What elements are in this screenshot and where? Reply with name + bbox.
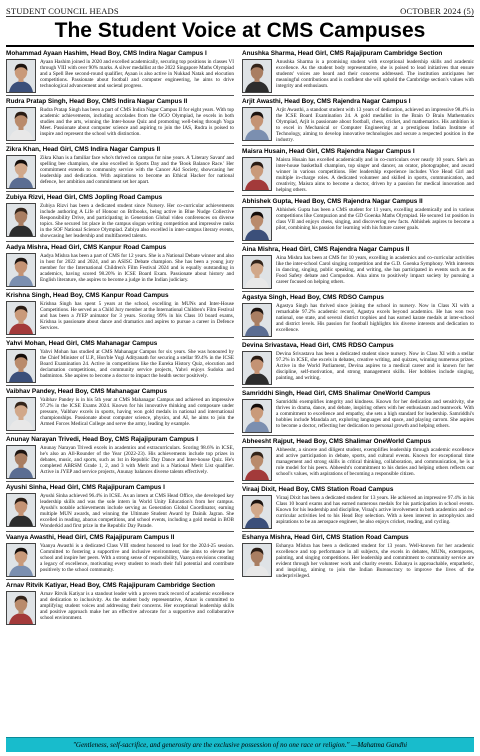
entry-divider bbox=[242, 243, 474, 244]
profile-name: Devina Srivastava, Head Girl, CMS RDSO Campus bbox=[242, 342, 394, 349]
profile-body bbox=[242, 207, 474, 241]
footer-quote: "Gentleness, self-sacrifice, and generosity are the exclusive possession of no one race or religion." —Mahatma Gandhi bbox=[72, 741, 408, 749]
profile-bio: Devina Srivastava has been a dedicated student since nursery. Now in Class XI with a stellar 97.2% in ICSE, she excels in debates, creative writing, and quizzes, winning numerous prizes. Active in the World Parliament, Devina aspires to a medical career and is known for her discipline, self-motivation, and strong management skills. Her hobbies include singing, painting, and writing. bbox=[276, 351, 474, 381]
profile-bio: Aina Mishra has been at CMS for 10 years, excelling in academics and co-curricular activities like the inter-school Carol singing competition and the G.D. Goenka Symphony. With interests in dancing, singing, public speaking, and writing, she has participated in events such as the Food Safety debate and Compudon. Aina aims to positively impact society by pursuing a career focused on helping others. bbox=[276, 255, 474, 285]
profile-body bbox=[242, 157, 474, 193]
profile-bio: Vaanya Awasthi is a dedicated Class VIII student honored to lead for the 2024-25 session. Committed to fostering a supportive and inclusive environment, she aims to elevate her school and inspire her peers. With a strong sense of responsibility, Vaanya envisions creating a legacy of excellence, motivating every student to reach their full potential and contribute positively to the school community. bbox=[40, 543, 234, 573]
profile-name: Anunay Narayan Trivedi, Head Boy, CMS Rajajipuram Campus I bbox=[6, 436, 199, 443]
profile-body bbox=[6, 445, 234, 479]
columns bbox=[6, 50, 474, 625]
profile-bio: Yahvi Mohan has studied at CMS Mahanagar Campus for six years. She was honoured by the Chief Minister of U.P., Hon'ble Yogi Adityanath for securing a stellar 99.4% in the ICSE Board Examination 24. Active in competitions like the Eureka History Quiz, elocution and declamation competitions, and community service projects, Yahvi enjoys Sudoku and badminton. She aspires to become a doctor to impact the health sector positively. bbox=[40, 349, 234, 379]
profile-name: Aina Mishra, Head Girl, CMS Rajendra Nagar Campus II bbox=[242, 246, 410, 253]
profile-name: Abheesht Rajput, Head Boy, CMS Shalimar OneWorld Campus bbox=[242, 438, 432, 445]
profile-name: Ayushi Sinha, Head Girl, CMS Rajajipuram Campus I bbox=[6, 484, 165, 491]
issue-label: OCTOBER 2024 (5) bbox=[400, 6, 474, 16]
profile-name: Krishna Singh, Head Boy, CMS Kanpur Road Campus bbox=[6, 292, 169, 299]
entry-divider bbox=[242, 95, 474, 96]
profile-bio: Zubiya Rizvi has been a dedicated student since Nursery. Her co-curricular achievements include authoring A Life of Honour on Bribooks, being active in Blue Nudge Collective Responsibility Drive, and participating in Generation Global video conferences on diverse topics. She secured 1st place in the campus slogan writing competition and impressive ranks in the SOF National Science Olympiad. Zubiya also excelled in inter-campus literary events, showcasing her leadership and multifaceted talents. bbox=[40, 203, 234, 239]
profile-body bbox=[6, 253, 234, 287]
profile-name: Zikra Khan, Head Girl, CMS Indira Nagar Campus II bbox=[6, 146, 161, 153]
profile-body bbox=[242, 255, 474, 289]
entry-divider bbox=[6, 337, 234, 338]
profile-name: Arjit Awasthi, Head Boy, CMS Rajendra Nagar Campus I bbox=[242, 98, 411, 105]
profile-body bbox=[242, 351, 474, 385]
profile-bio: Abheesht, a sincere and diligent student, exemplifies leadership through academic excellence and active participation in debate, sports, and cultural events. Known for exceptional time management and strong skills in critical thinking, collaboration, and communication, he is a role model for his peers. Abheesht's commitment to his duties and helping others reflects our school's values, with aspirations of becoming a responsible citizen. bbox=[276, 447, 474, 477]
profile-bio: Agastya Singh has thrived since joining the school in nursery. Now in Class XI with a remarkable 97.2% academic record, Agastya excels beyond academics. He has won two national, one state, and several district trophies and has earned karate medals at inter-school and district levels. His passion for football highlights his diverse interests and dedication to excellence. bbox=[276, 303, 474, 333]
student-photo bbox=[242, 59, 272, 93]
profile-body bbox=[6, 301, 234, 335]
profile-entry bbox=[6, 534, 234, 577]
profile-entry bbox=[6, 50, 234, 93]
student-photo bbox=[6, 107, 36, 141]
student-photo bbox=[242, 351, 272, 385]
profile-bio: Arjit Awasthi, a standout student with 13 years of dedication, achieved an impressive 98.4% in the ICSE Board Examination 24. A gold medallist in the Brain O Brain Mathematics Olympiad, Arjit is passionate about football, chess, cricket, and mathematics. His ambition is to excel in Mechanical or Computer Engineering at a prestigious Indian Institute of Technology, aiming to develop innovative technologies and secure a respected position in the industry. bbox=[276, 107, 474, 143]
profile-name: Rudra Pratap Singh, Head Boy, CMS Indira Nagar Campus II bbox=[6, 98, 188, 105]
profile-bio: Maisra Husain has excelled academically and in co-curriculars over nearly 10 years. She's an inter-house basketball champion, top singer and dancer, an orator, photographer, and award winner in various competitions. Her leadership experience includes Vice Head Girl and multiple in-charge roles. A dedicated volunteer and skilled in sports, communication, and creativity, Maisra aims to become a doctor, driven by a passion for medical innovation and helping others. bbox=[276, 157, 474, 193]
profile-body bbox=[242, 495, 474, 529]
profile-entry bbox=[242, 98, 474, 143]
entry-divider bbox=[242, 195, 474, 196]
profile-name: Viraaj Dixit, Head Boy, CMS Station Road Campus bbox=[242, 486, 394, 493]
student-photo bbox=[6, 301, 36, 335]
profile-entry bbox=[6, 484, 234, 529]
student-photo bbox=[242, 447, 272, 481]
profile-name: Maisra Husain, Head Girl, CMS Rajendra Nagar Campus I bbox=[242, 148, 415, 155]
profile-bio: Ayaan Hashim joined in 2020 and excelled academically, securing top positions in classes VI through VIII with over 90% marks. A silver medallist at the 2022 Singapore Maths Olympiad and a Spell Bee second-round qualifier, Ayaan is also active in Nukkad Natak and elocution competitions. Passionate about football and computer engineering, he aims to drive technological advancement and societal progress. bbox=[40, 59, 234, 89]
profile-name: Anushka Sharma, Head Girl, CMS Rajajipuram Cambridge Section bbox=[242, 50, 443, 57]
profile-entry bbox=[6, 244, 234, 287]
profile-body bbox=[242, 543, 474, 579]
profile-bio: Rudra Pratap Singh has been a part of CMS Indira Nagar Campus II for eight years. With top academic achievements, including accolades from the OGO Olympiad, he excels in both studies and the arts, winning the Inter-house Quiz and promoting well-being through Yoga Meet. Passionate about computer science and aspiring to join the IAS, Rudra is poised to inspire and represent the school with distinction. bbox=[40, 107, 234, 137]
profile-bio: Anunay Narayan Trivedi excels in academics and extracurriculars. Scoring 98.6% in ICSE, he's also an All-Rounder of the Year (2022-23). His achievements include top prizes in debates, music, and sports, such as 1st in Republic Day Dance and Inter-house Quiz. He's completed ABRSM Grade 1, 2, and 3 with Merit and is a National Merit List qualifier. Active in JYEP and service projects, Anunay balances diverse talents effectively. bbox=[40, 445, 234, 475]
profile-entry bbox=[242, 148, 474, 193]
profile-bio: Aadya Mishra has been a part of CMS for 12 years. She is a National Debate winner and also in host for 2022 and 2024, and an ASISC Debate champion. She has been a young jury member for the International Children's Film Festival 2024 and is equally outstanding in academics, having scored 98.20% in ICSE Board Exam. Passionate about history and English literature, she aspires to become a judge in the Indian judiciary. bbox=[40, 253, 234, 283]
profile-name: Arnav Ritvik Katiyar, Head Boy, CMS Rajajipuram Cambridge Section bbox=[6, 582, 216, 589]
profile-entry bbox=[242, 342, 474, 385]
student-photo bbox=[6, 59, 36, 93]
student-photo bbox=[6, 445, 36, 479]
top-bar bbox=[6, 0, 474, 17]
profile-body bbox=[6, 59, 234, 93]
student-photo bbox=[242, 495, 272, 529]
profile-bio: Samriddhi exemplifies integrity and kindness. Known for her dedication and sensitivity, she thrives in drama, dance, and debate, inspiring others with her enthusiasm and teamwork. With a commitment to excellence and empathy, she sets a high standard for leadership. Samriddhi's hobbies include Mandala art, exploring languages and space, and playing carrom. She aspires to become a doctor, reflecting her dedication to personal growth and helping others. bbox=[276, 399, 474, 429]
left-column bbox=[6, 50, 234, 625]
entry-divider bbox=[6, 481, 234, 482]
profile-bio: Anushka Sharma is a promising student with exceptional leadership skills and academic excellence. As the student body representative, she is poised to lead initiatives that ensure students' voices are heard and their concerns addressed. The institution anticipates her meaningful contributions and is confident she will uphold the Cambridge section's values with integrity and enthusiasm. bbox=[276, 59, 474, 89]
student-photo bbox=[6, 155, 36, 189]
newsletter-title: STUDENT COUNCIL HEADS bbox=[6, 6, 119, 16]
entry-divider bbox=[6, 95, 234, 96]
profile-name: Aadya Mishra, Head Girl, CMS Kanpur Road Campus bbox=[6, 244, 167, 251]
profile-name: Agastya Singh, Head Boy, CMS RDSO Campus bbox=[242, 294, 384, 301]
student-photo bbox=[6, 591, 36, 625]
profile-entry bbox=[6, 98, 234, 141]
entry-divider bbox=[6, 143, 234, 144]
profile-bio: Ayushi Sinha achieved 96.4% in ICSE. As an intern at CMS Head Office, she developed key leadership skills and was the sole intern in World Unity Education's from her campus. Ayushi's notable achievements include serving as Generation Global Coordinator, earning multiple MUN awards, and winning the Ultimate Student Award by Dainik Jagran. She excelled in reading, abacus competitions, and school events, including a gold medal in BOB Wonderkid and first prize in the Republic Day Parade. bbox=[40, 493, 234, 529]
profile-name: Abhishek Gupta, Head Boy, CMS Rajendra Nagar Campus II bbox=[242, 198, 423, 205]
profile-body bbox=[242, 107, 474, 143]
profile-name: Vaanya Awasthi, Head Girl, CMS Rajajipuram Campus II bbox=[6, 534, 175, 541]
entry-divider bbox=[242, 531, 474, 532]
quote-footer bbox=[6, 737, 474, 752]
profile-entry bbox=[242, 390, 474, 433]
student-photo bbox=[242, 207, 272, 241]
profile-bio: Zikra Khan is a familiar face who's thrived on campus for nine years. A 'Literary Savant' and spelling bee champion, she also excelled in Sports Day and the 'Book Balance Race.' Her commitment extends to community service with the Cancer Aid Society, showcasing her leadership and dedication. With aspirations to become an Ethical Hacker for national defence, her ambition and commitment set her apart. bbox=[40, 155, 234, 185]
profile-entry bbox=[242, 246, 474, 289]
profile-entry bbox=[6, 194, 234, 239]
profile-bio: Vaibhav Pandey is in his 5th year at CMS Mahanagar Campus and achieved an impressive 97.2% in the ICSE Exams 2024. Known for his innovative thinking and composure under pressure, Vaibhav excels in sports, having won gold medals in national and international championships. Passionate about computer science, physics, and AI, he aims to join the Armed Forces Medical College and serve the army, leading by example. bbox=[40, 397, 234, 427]
profile-name: Samriddhi Singh, Head Girl, CMS Shalimar OneWorld Campus bbox=[242, 390, 431, 397]
entry-divider bbox=[6, 241, 234, 242]
profile-name: Mohammad Ayaan Hashim, Head Boy, CMS Indira Nagar Campus I bbox=[6, 50, 207, 57]
student-photo bbox=[242, 303, 272, 337]
entry-divider bbox=[242, 145, 474, 146]
entry-divider bbox=[6, 433, 234, 434]
profile-bio: Eshanya Mishra has been a dedicated student for 13 years. Well-known for her academic excellence and top performance in all subjects, she excels in debates, MUNs, extempores, painting, and singing competitions. Her leadership and commitment to community service are evident through her volunteer work and charity events. Eshanya is approachable, empathetic, and inspiring, aiming to join the Indian Bureaucracy to improve the lives of the underprivileged. bbox=[276, 543, 474, 579]
profile-body bbox=[6, 397, 234, 431]
student-photo bbox=[6, 253, 36, 287]
profile-bio: Arnav Ritvik Katiyar is a standout leader with a proven track record of academic excellence and dedication to inclusivity. As the student body representative, Arnav is committed to amplifying student voices and addressing their concerns. Her exceptional leadership skills and positive approach make her an effective advocate for a supportive and collaborative school environment. bbox=[40, 591, 234, 621]
profile-name: Eshanya Mishra, Head Girl, CMS Station Road Campus bbox=[242, 534, 409, 541]
profile-body bbox=[6, 349, 234, 383]
profile-body bbox=[242, 303, 474, 337]
profile-body bbox=[242, 59, 474, 93]
profile-name: Vaibhav Pandey, Head Boy, CMS Mahanagar Campus bbox=[6, 388, 167, 395]
student-photo bbox=[242, 157, 272, 191]
student-photo bbox=[6, 349, 36, 383]
student-photo bbox=[242, 107, 272, 141]
profile-body bbox=[6, 543, 234, 577]
profile-body bbox=[6, 155, 234, 189]
student-photo bbox=[242, 543, 272, 577]
entry-divider bbox=[242, 291, 474, 292]
entry-divider bbox=[6, 579, 234, 580]
entry-divider bbox=[242, 483, 474, 484]
student-photo bbox=[6, 493, 36, 527]
entry-divider bbox=[6, 191, 234, 192]
profile-entry bbox=[6, 146, 234, 189]
entry-divider bbox=[6, 289, 234, 290]
page-headline: The Student Voice at CMS Campuses bbox=[54, 19, 426, 42]
profile-entry bbox=[242, 198, 474, 241]
profile-entry bbox=[6, 436, 234, 479]
profile-body bbox=[242, 447, 474, 481]
profile-entry bbox=[242, 486, 474, 529]
profile-bio: Krishna Singh has spent 5 years at the school, excelling in MUNs and Inter-House Competitions. He served as a Child Jury member at the International Children's Film Festival and has been a JYEP animator for 3 years. Scoring 99% in his Class 10 board exams, Krishna is passionate about dance and dramatics and aspires to pursue a career in Defence Services. bbox=[40, 301, 234, 331]
profile-entry bbox=[6, 388, 234, 431]
profile-body bbox=[242, 399, 474, 433]
profile-entry bbox=[242, 294, 474, 337]
profile-entry bbox=[6, 582, 234, 625]
headline-rule bbox=[6, 45, 474, 47]
profile-entry bbox=[242, 50, 474, 93]
student-photo bbox=[6, 543, 36, 577]
student-photo bbox=[242, 255, 272, 289]
profile-entry bbox=[6, 292, 234, 335]
student-photo bbox=[6, 397, 36, 431]
entry-divider bbox=[242, 435, 474, 436]
profile-bio: Viraaj Dixit has been a dedicated student for 13 years. He achieved an impressive 97.4% in his Class 10 board exams and has earned numerous medals for his participation in school events. Known for his leadership and discipline, Viraaj's active involvement in both academics and co-curricular activities led to his Head Boy selection. With a keen interest in astrophysics and aspirations to be an aerospace engineer, he also enjoys cricket, reading, and cycling. bbox=[276, 495, 474, 525]
entry-divider bbox=[6, 531, 234, 532]
entry-divider bbox=[242, 339, 474, 340]
student-photo bbox=[6, 203, 36, 237]
profile-entry bbox=[242, 438, 474, 481]
profile-bio: Abhishek Gupta has been a CMS student for 11 years, excelling academically and in various competitions like Compuzion and the GD Goenka Maths Olympiad. He secured 1st position in class VII and enjoys chess, singing, and discovering new facts. Abhishek aspires to become a pilot, combining his passion for learning with his future career goals. bbox=[276, 207, 474, 231]
right-column bbox=[242, 50, 474, 625]
profile-name: Zubiya Rizvi, Head Girl, CMS Jopling Road Campus bbox=[6, 194, 163, 201]
entry-divider bbox=[6, 385, 234, 386]
profile-name: Yahvi Mohan, Head Girl, CMS Mahanagar Campus bbox=[6, 340, 158, 347]
entry-divider bbox=[242, 387, 474, 388]
profile-body bbox=[6, 493, 234, 529]
profile-body bbox=[6, 203, 234, 239]
profile-entry bbox=[242, 534, 474, 579]
profile-entry bbox=[6, 340, 234, 383]
profile-body bbox=[6, 107, 234, 141]
student-photo bbox=[242, 399, 272, 433]
profile-body bbox=[6, 591, 234, 625]
